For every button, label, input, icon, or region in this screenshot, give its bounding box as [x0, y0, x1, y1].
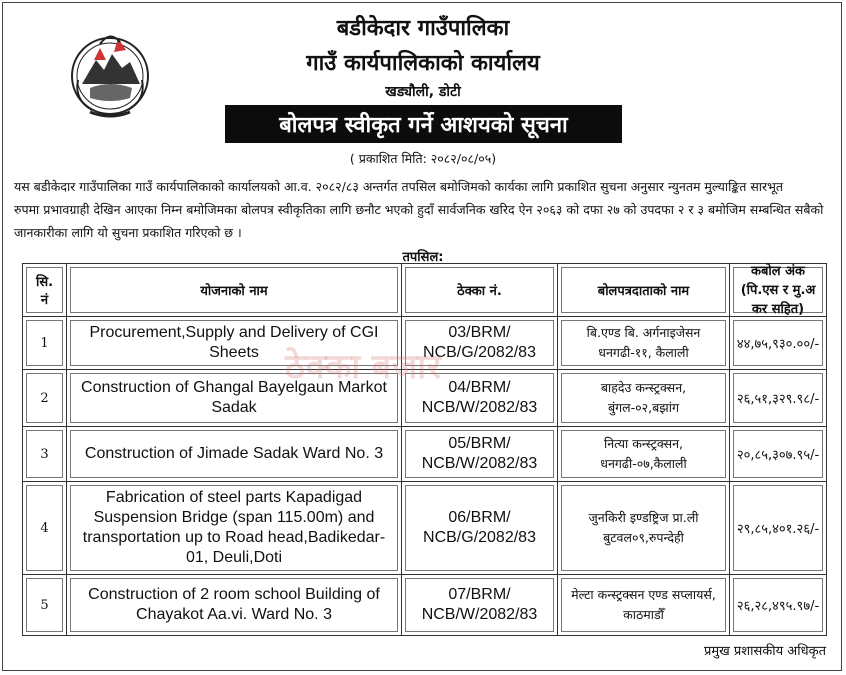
notice-body-line: रुपमा प्रभावग्राही देखिन आएका निम्न बमोजिमका बोलपत्र स्वीकृतिका लागि छनौट भएको हुदाँ सार्वजनिक खरिद ऐन २०६३ को दफा २७ को उपदफा २ र ३ बमोजिम सम्बन्धित सबैको [14, 202, 824, 217]
notice-body-line: जानकारीका लागि यो सुचना प्रकाशित गरिएको छ । [14, 225, 242, 240]
signature-title: प्रमुख प्रशासकीय अधिकृत [703, 644, 826, 659]
row-bidder: जुनकिरी इण्डष्ट्रिज प्रा.ली बुटवल०९,रुपन्देही [558, 482, 730, 575]
office-address: खड्यौली, डोटी [385, 84, 461, 100]
table-row [23, 482, 827, 575]
row-project: Construction of 2 room school Building of Chayakot Aa.vi. Ward No. 3 [67, 575, 402, 636]
notice-body-line: यस बडीकेदार गाउँपालिका गाउँ कार्यपालिकाको कार्यालयको आ.व. २०८२/८३ अन्तर्गत तपसिल बमोजिमको कार्यका लागि प्रकाशित सुचना अनुसार न्युनतम मुल्याङ्कित सारभूत [14, 179, 784, 194]
table-header-row [23, 264, 827, 317]
table-row [23, 575, 827, 636]
row-sn: 4 [23, 482, 67, 575]
row-bidder: बाहदेउ कन्स्ट्रक्सन, बुंगल-०२,बझांग [558, 370, 730, 427]
row-amount: २०,८५,३०७.९५/- [730, 427, 827, 482]
row-project: Construction of Jimade Sadak Ward No. 3 [67, 427, 402, 482]
row-contract: 05/BRM/ NCB/W/2082/83 [402, 427, 558, 482]
table-row [23, 317, 827, 370]
row-bidder: नित्या कन्स्ट्रक्सन, धनगढी-०७,कैलाली [558, 427, 730, 482]
row-project: Construction of Ghangal Bayelgaun Markot Sadak [67, 370, 402, 427]
office-name: गाउँ कार्यपालिकाको कार्यालय [306, 51, 540, 76]
row-sn: 3 [23, 427, 67, 482]
row-sn: 2 [23, 370, 67, 427]
row-project: Procurement,Supply and Delivery of CGI Sheets [67, 317, 402, 370]
notice-title: बोलपत्र स्वीकृत गर्ने आशयको सूचना [225, 105, 622, 143]
row-sn: 1 [23, 317, 67, 370]
details-heading: तपसिल: [402, 250, 444, 265]
published-date: ( प्रकाशित मिति: २०८२/०८/०५) [349, 151, 497, 166]
row-contract: 04/BRM/ NCB/W/2082/83 [402, 370, 558, 427]
header-project: योजनाको नाम [67, 264, 402, 317]
row-contract: 03/BRM/ NCB/G/2082/83 [402, 317, 558, 370]
header-bidder: बोलपत्रदाताको नाम [558, 264, 730, 317]
row-amount: २६,२८,४९५.९७/- [730, 575, 827, 636]
row-contract: 06/BRM/ NCB/G/2082/83 [402, 482, 558, 575]
row-amount: २९,८५,४०१.२६/- [730, 482, 827, 575]
row-bidder: मेल्टा कन्स्ट्रक्सन एण्ड सप्लायर्स, काठमाडौँ [558, 575, 730, 636]
table-row [23, 427, 827, 482]
header-amount: कबोल अंक (पि.एस र मु.अ कर सहित) [730, 264, 827, 317]
row-project: Fabrication of steel parts Kapadigad Suspension Bridge (span 115.00m) and transportation up to Road head,Badikedar-01, Deuli,Doti [67, 482, 402, 575]
watermark: ठेक्का बजार [285, 348, 443, 386]
header-sn: सि. नं [23, 264, 67, 317]
bid-table [22, 263, 827, 636]
header-contract: ठेक्का नं. [402, 264, 558, 317]
org-name: बडीकेदार गाउँपालिका [336, 16, 510, 41]
row-amount: २६,५१,३२९.९८/- [730, 370, 827, 427]
row-sn: 5 [23, 575, 67, 636]
row-contract: 07/BRM/ NCB/W/2082/83 [402, 575, 558, 636]
row-amount: ४४,७५,९३०.००/- [730, 317, 827, 370]
table-row [23, 370, 827, 427]
row-bidder: बि.एण्ड बि. अर्गनाइजेसन धनगढी-११, कैलाली [558, 317, 730, 370]
notice-body [14, 175, 834, 244]
